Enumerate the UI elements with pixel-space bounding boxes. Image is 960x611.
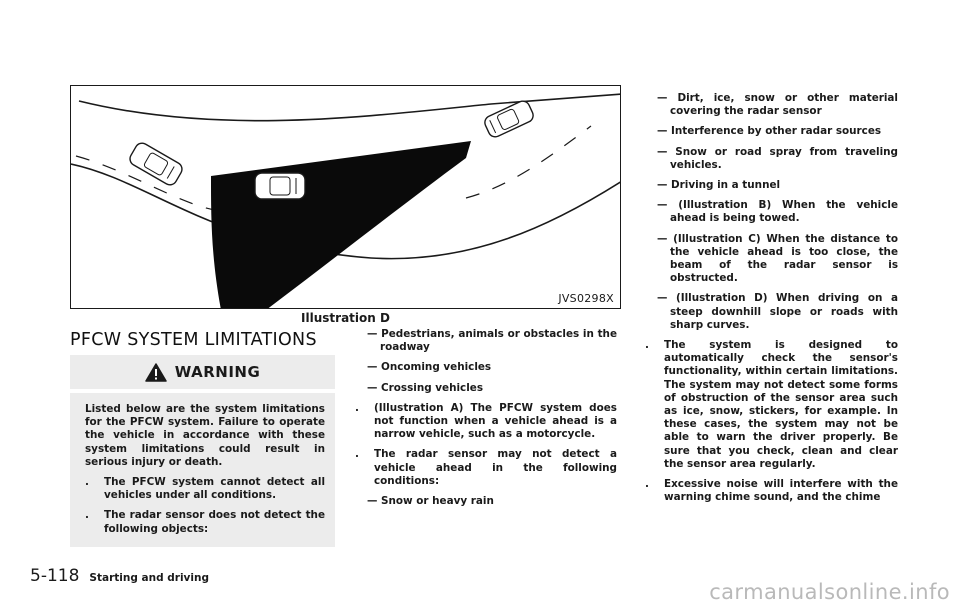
list-item: — (Illustration D) When driving on a steep downhill slope or roads with sharp curves. <box>657 292 898 331</box>
list-item: — (Illustration C) When the distance to the vehicle ahead is too close, the beam of the radar sensor is obstructed. <box>657 232 898 285</box>
list-item: . Excessive noise will interfere with the warning chime sound, and the chime <box>645 478 898 504</box>
warning-label: WARNING <box>174 363 261 381</box>
illustration-d <box>70 85 621 309</box>
list-item: — Dirt, ice, snow or other material covering the radar sensor <box>657 92 898 118</box>
watermark: carmanualsonline.info <box>709 580 950 604</box>
list-item: — Oncoming vehicles <box>367 361 492 374</box>
list-item: — (Illustration B) When the vehicle ahead is being towed. <box>657 199 898 225</box>
warning-body <box>70 393 335 547</box>
own-vehicle <box>255 173 305 199</box>
vehicle-ahead <box>483 99 536 139</box>
list-item: . The radar sensor does not detect the following objects: <box>85 509 325 535</box>
figure-caption: Illustration D <box>301 311 390 325</box>
figure-code: JVS0298X <box>558 292 614 305</box>
list-item: . The PFCW system cannot detect all vehicles under all conditions. <box>85 476 325 502</box>
text-column-2 <box>355 328 617 515</box>
section-name: Starting and driving <box>89 572 209 584</box>
warning-header <box>70 355 335 389</box>
text-column-3 <box>645 92 898 511</box>
list-item: — Crossing vehicles <box>367 381 484 394</box>
warning-intro: Listed below are the system limitations for the PFCW system. Failure to operate the vehicle in accordance with these system limitations could result in serious injury or death. <box>85 403 325 468</box>
lane-line-right <box>466 126 591 198</box>
list-item: — Snow or heavy rain <box>367 495 494 508</box>
section-title: PFCW SYSTEM LIMITATIONS <box>70 330 317 350</box>
list-item: — Interference by other radar sources <box>657 125 882 138</box>
vehicle-left <box>127 141 184 188</box>
road-edge-top <box>79 94 621 121</box>
page-footer <box>30 566 209 586</box>
list-item: — Pedestrians, animals or obstacles in the roadway <box>367 328 617 354</box>
list-item: . The system is designed to automatically check the sensor's functionality, within certain limitations. The system may not detect some forms of obstruction of the sensor area such as ice, snow, stickers, for example. In these cases, the system may not be able to warn the driver properly. Be sure that you check, clean and clear the sensor area regularly. <box>645 339 898 470</box>
curved-road-illustration <box>71 86 621 309</box>
page-number: 5-118 <box>30 566 80 586</box>
list-item: . The radar sensor may not detect a vehicle ahead in the following conditions: <box>355 448 617 487</box>
radar-beam <box>211 141 471 309</box>
list-item: — Snow or road spray from traveling vehicles. <box>657 145 898 171</box>
list-item: — Driving in a tunnel <box>657 179 781 192</box>
list-item: . (Illustration A) The PFCW system does not function when a vehicle ahead is a narrow vehicle, such as a motorcycle. <box>355 401 617 441</box>
warning-triangle-icon <box>145 363 167 382</box>
